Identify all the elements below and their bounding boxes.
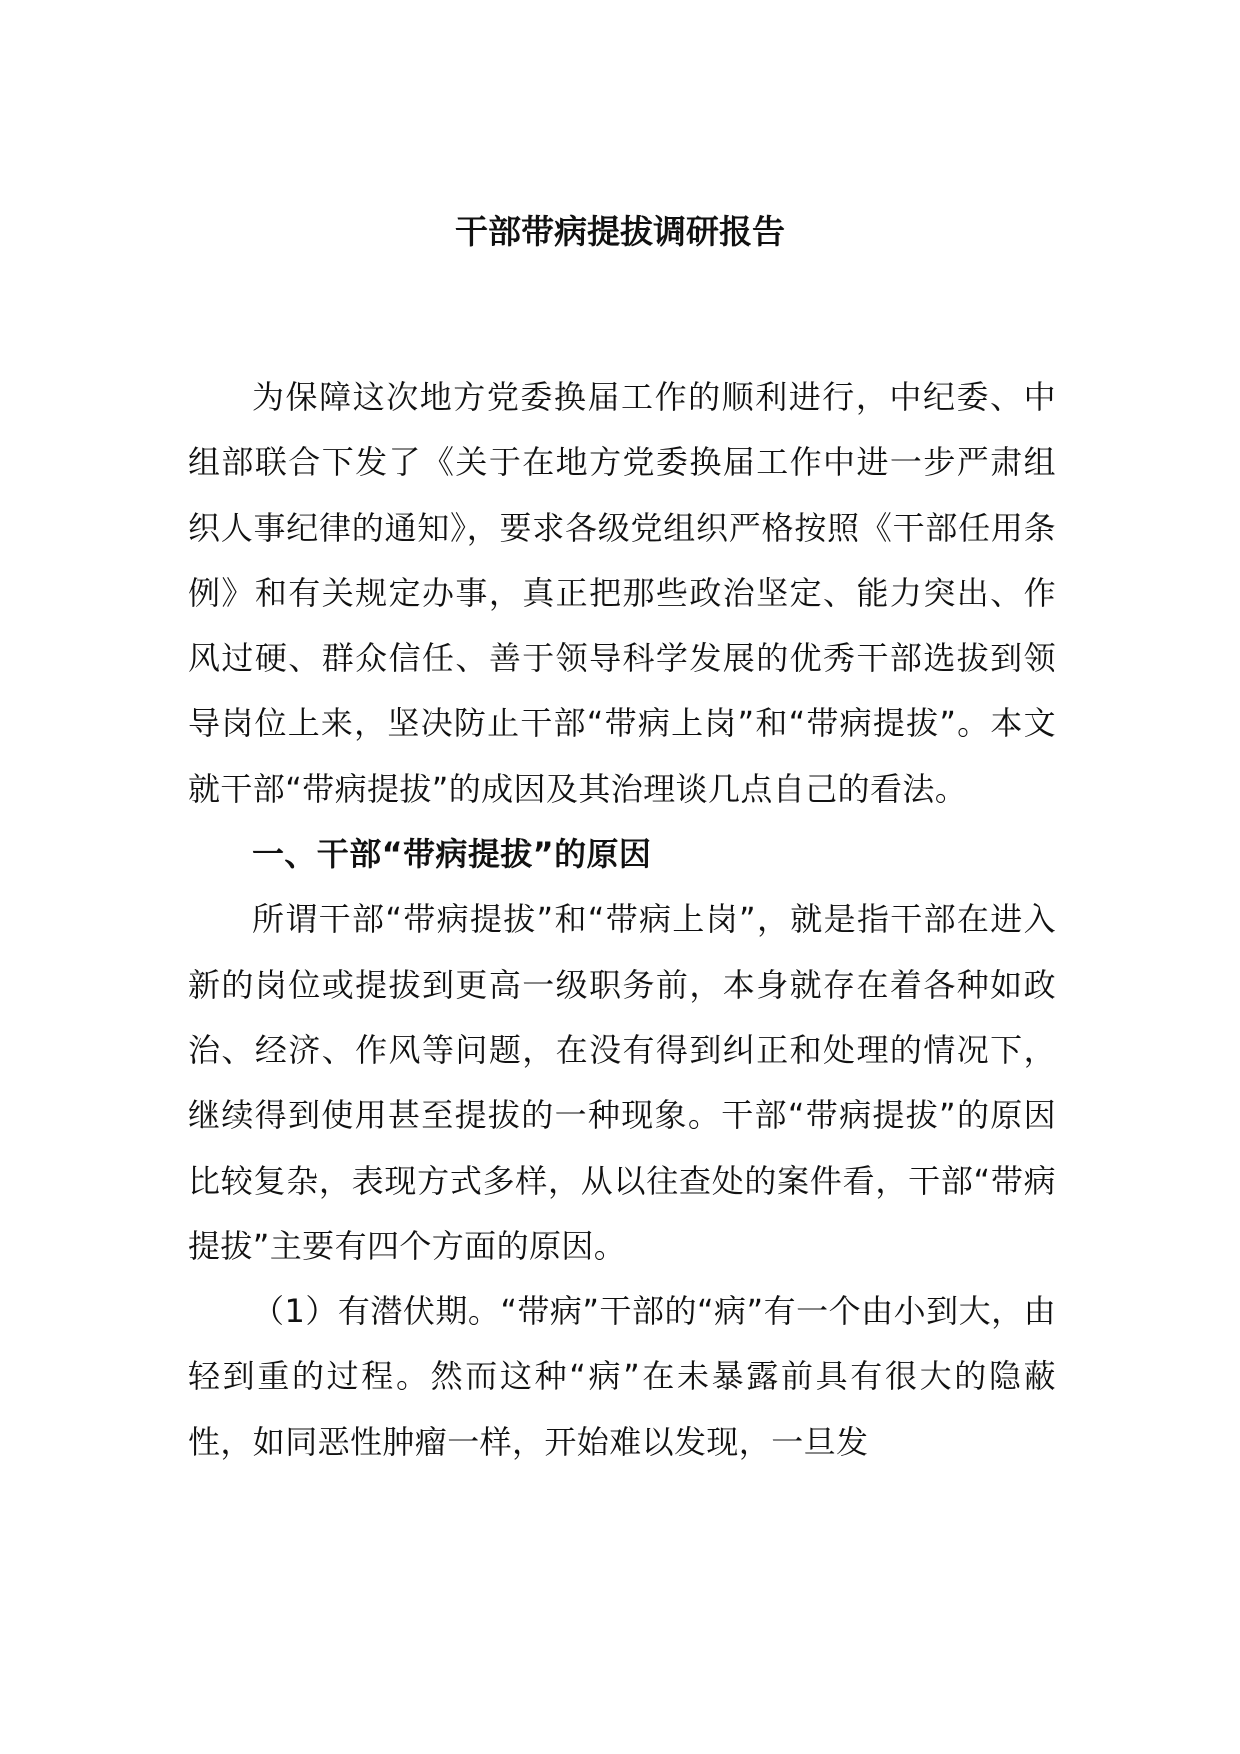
section-heading: 一、干部“带病提拔”的原因 [252, 835, 652, 874]
document-body [188, 365, 1056, 1475]
intro-paragraph: 为保障这次地方党委换届工作的顺利进行，中纪委、中组部联合下发了《关于在地方党委换届工作中进一步严肃组织人事纪律的通知》，要求各级党组织严格按照《干部任用条例》和有关规定办事，真正把那些政治坚定、能力突出、作风过硬、群众信任、善于领导科学发展的优秀干部选拔到领导岗位上来，坚决防止干部“带病上岗”和“带病提拔”。本文就干部“带病提拔”的成因及其治理谈几点自己的看法。 [188, 378, 1056, 808]
document-title: 干部带病提拔调研报告 [455, 212, 785, 251]
section-paragraph: （1）有潜伏期。“带病”干部的“病”有一个由小到大，由轻到重的过程。然而这种“病”在未暴露前具有很大的隐蔽性，如同恶性肿瘤一样，开始难以发现，一旦发 [188, 1292, 1056, 1461]
section-paragraph: 所谓干部“带病提拔”和“带病上岗”，就是指干部在进入新的岗位或提拔到更高一级职务前，本身就存在着各种如政治、经济、作风等问题，在没有得到纠正和处理的情况下，继续得到使用甚至提拔的一种现象。干部“带病提拔”的原因比较复杂，表现方式多样，从以往查处的案件看，干部“带病提拔”主要有四个方面的原因。 [188, 900, 1056, 1265]
